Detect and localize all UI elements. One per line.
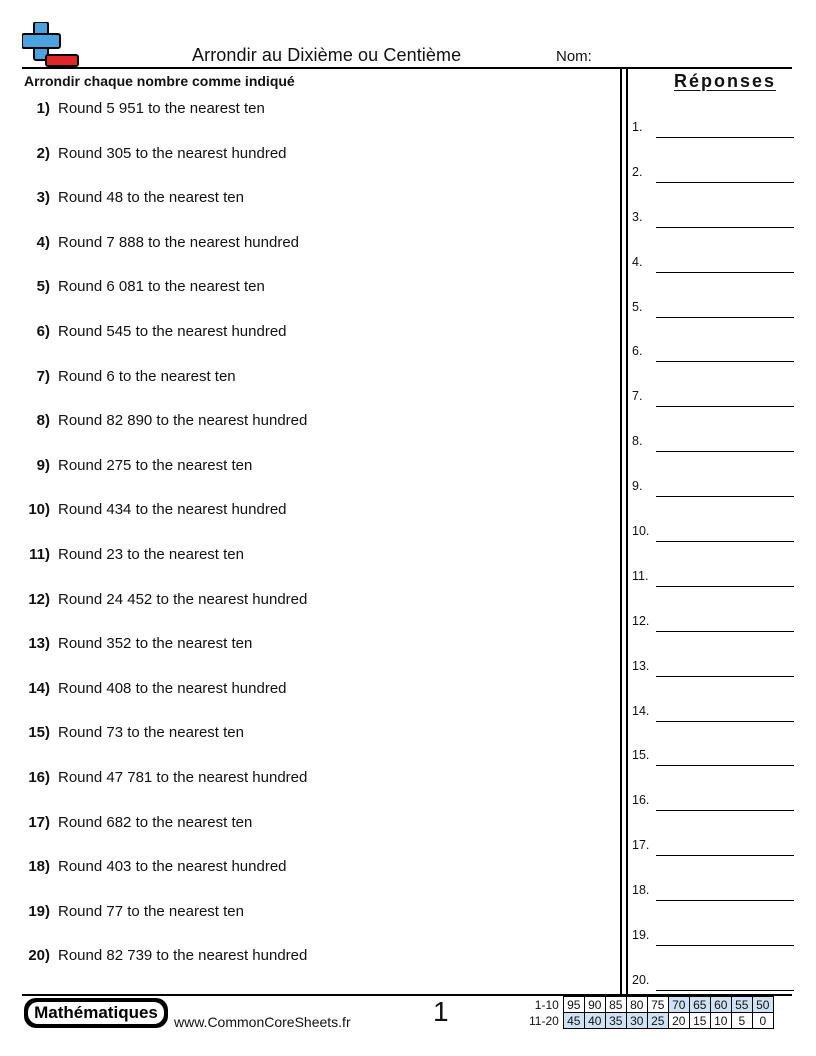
answer-number: 14. (632, 703, 650, 718)
question-number: 2) (36, 144, 50, 162)
question-text: Round 545 to the nearest hundred (58, 322, 287, 340)
question-text: Round 48 to the nearest ten (58, 189, 244, 207)
score-cell: 65 (689, 997, 710, 1013)
column-divider (620, 68, 628, 995)
score-cell: 90 (584, 997, 605, 1013)
question-text: Round 6 to the nearest ten (58, 367, 236, 385)
answer-item (632, 165, 794, 210)
question-number: 5) (36, 278, 50, 296)
answer-line[interactable] (656, 300, 794, 318)
question-item (24, 724, 614, 769)
answer-line[interactable] (656, 434, 794, 452)
answer-item (632, 389, 794, 434)
answer-line[interactable] (656, 569, 794, 587)
subject-badge-label: Mathématiques (28, 1002, 164, 1024)
question-item (24, 189, 614, 234)
answer-number: 12. (632, 613, 650, 628)
answer-line[interactable] (656, 704, 794, 722)
answer-line[interactable] (656, 344, 794, 362)
question-item (24, 457, 614, 502)
answer-item (632, 300, 794, 345)
score-cell: 20 (668, 1013, 689, 1029)
answer-number: 6. (632, 344, 643, 359)
answer-number: 20. (632, 972, 650, 987)
question-number: 13) (28, 635, 50, 653)
question-text: Round 305 to the nearest hundred (58, 144, 287, 162)
question-text: Round 82 739 to the nearest hundred (58, 947, 308, 965)
answer-number: 19. (632, 928, 650, 943)
question-number: 18) (28, 858, 50, 876)
answer-number: 10. (632, 524, 650, 539)
question-text: Round 77 to the nearest ten (58, 902, 244, 920)
question-text: Round 682 to the nearest ten (58, 813, 253, 831)
question-item (24, 278, 614, 323)
answer-item (632, 793, 794, 838)
score-cell: 0 (752, 1013, 773, 1029)
answer-item (632, 434, 794, 479)
question-item (24, 680, 614, 725)
question-item (24, 546, 614, 591)
question-number: 20) (28, 947, 50, 965)
answer-item (632, 120, 794, 165)
question-number: 15) (28, 724, 50, 742)
question-text: Round 408 to the nearest hundred (58, 679, 287, 697)
page-title: Arrondir au Dixième ou Centième (192, 45, 462, 65)
answer-line[interactable] (656, 659, 794, 677)
answer-line[interactable] (656, 120, 794, 138)
answer-number: 7. (632, 389, 643, 404)
question-item (24, 501, 614, 546)
question-text: Round 6 081 to the nearest ten (58, 278, 265, 296)
question-item (24, 412, 614, 457)
page-number: 1 (433, 996, 449, 1027)
answers-heading: Réponses (674, 71, 777, 91)
score-cell: 15 (689, 1013, 710, 1029)
answer-line[interactable] (656, 973, 794, 991)
question-item (24, 591, 614, 636)
answer-number: 1. (632, 120, 643, 134)
answer-line[interactable] (656, 748, 794, 766)
question-number: 19) (28, 902, 50, 920)
question-text: Round 82 890 to the nearest hundred (58, 412, 308, 430)
question-number: 6) (36, 322, 50, 340)
answer-item (632, 569, 794, 614)
site-url: www.CommonCoreSheets.fr (174, 1014, 351, 1030)
question-item (24, 100, 614, 145)
answer-item (632, 704, 794, 749)
answer-item (632, 479, 794, 524)
answer-number: 3. (632, 209, 643, 224)
score-cell: 45 (563, 1013, 584, 1029)
answer-item (632, 614, 794, 659)
answer-item (632, 748, 794, 793)
score-cell: 30 (626, 1013, 647, 1029)
score-row-label: 11-20 (529, 1013, 559, 1028)
answer-number: 4. (632, 254, 643, 269)
score-cell: 80 (626, 997, 647, 1013)
question-item (24, 145, 614, 190)
score-cell: 10 (710, 1013, 731, 1029)
score-row (527, 1013, 773, 1029)
question-list (24, 100, 614, 992)
question-item (24, 635, 614, 680)
answer-item (632, 883, 794, 928)
question-number: 9) (36, 456, 50, 474)
question-number: 3) (36, 189, 50, 207)
question-item (24, 903, 614, 948)
answer-line[interactable] (656, 165, 794, 183)
question-number: 4) (36, 233, 50, 251)
answer-item (632, 838, 794, 883)
question-text: Round 24 452 to the nearest hundred (58, 590, 308, 608)
question-text: Round 23 to the nearest ten (58, 545, 244, 563)
score-cell: 50 (752, 997, 773, 1013)
answer-number: 18. (632, 883, 650, 898)
question-text: Round 7 888 to the nearest hundred (58, 233, 300, 251)
answer-number: 11. (632, 568, 649, 583)
question-number: 11) (29, 545, 50, 563)
question-item (24, 368, 614, 413)
answer-line[interactable] (656, 883, 794, 901)
answer-line[interactable] (656, 479, 794, 497)
answer-number: 5. (632, 299, 643, 314)
answer-line[interactable] (656, 210, 794, 228)
answer-item (632, 928, 794, 973)
question-number: 17) (28, 813, 50, 831)
question-item (24, 234, 614, 279)
answer-line[interactable] (656, 524, 794, 542)
question-number: 14) (28, 679, 50, 697)
question-number: 10) (28, 501, 50, 519)
instructions: Arrondir chaque nombre comme indiqué (24, 73, 295, 89)
header-rule (22, 67, 792, 69)
answer-number: 17. (632, 838, 650, 853)
question-text: Round 73 to the nearest ten (58, 724, 244, 742)
answer-number: 15. (632, 748, 650, 763)
question-number: 16) (28, 768, 50, 786)
score-cell: 5 (731, 1013, 752, 1029)
question-item (24, 947, 614, 992)
score-row (527, 997, 773, 1013)
answer-number: 13. (632, 658, 650, 673)
score-cell: 85 (605, 997, 626, 1013)
score-cell: 70 (668, 997, 689, 1013)
subject-badge (24, 998, 168, 1028)
score-table (527, 996, 774, 1029)
question-number: 7) (36, 367, 50, 385)
score-cell: 60 (710, 997, 731, 1013)
answer-line[interactable] (656, 255, 794, 273)
question-text: Round 403 to the nearest hundred (58, 858, 287, 876)
answer-number: 8. (632, 434, 643, 449)
answer-item (632, 255, 794, 300)
name-label: Nom: (556, 48, 592, 65)
score-row-label: 1-10 (534, 997, 559, 1012)
answer-number: 16. (632, 793, 650, 808)
score-cell: 35 (605, 1013, 626, 1029)
score-cell: 95 (563, 997, 584, 1013)
answer-line[interactable] (656, 838, 794, 856)
question-number: 1) (36, 100, 50, 117)
answer-number: 2. (632, 164, 643, 179)
answer-item (632, 659, 794, 704)
answer-item (632, 344, 794, 389)
plus-minus-logo-icon (22, 22, 80, 68)
question-number: 8) (36, 412, 50, 430)
score-cell: 40 (584, 1013, 605, 1029)
question-text: Round 434 to the nearest hundred (58, 501, 287, 519)
score-cell: 55 (731, 997, 752, 1013)
question-item (24, 858, 614, 903)
question-text: Round 47 781 to the nearest hundred (58, 768, 308, 786)
answer-line[interactable] (656, 614, 794, 632)
question-item (24, 814, 614, 859)
answer-list (632, 120, 794, 1018)
question-item (24, 323, 614, 368)
answer-item (632, 210, 794, 255)
answer-number: 9. (632, 479, 643, 494)
answer-item (632, 524, 794, 569)
question-number: 12) (28, 590, 50, 608)
answer-line[interactable] (656, 389, 794, 407)
score-cell: 25 (647, 1013, 668, 1029)
answer-line[interactable] (656, 928, 794, 946)
score-cell: 75 (647, 997, 668, 1013)
question-text: Round 5 951 to the nearest ten (58, 100, 265, 117)
answer-line[interactable] (656, 793, 794, 811)
question-item (24, 769, 614, 814)
question-text: Round 352 to the nearest ten (58, 635, 253, 653)
question-text: Round 275 to the nearest ten (58, 456, 253, 474)
